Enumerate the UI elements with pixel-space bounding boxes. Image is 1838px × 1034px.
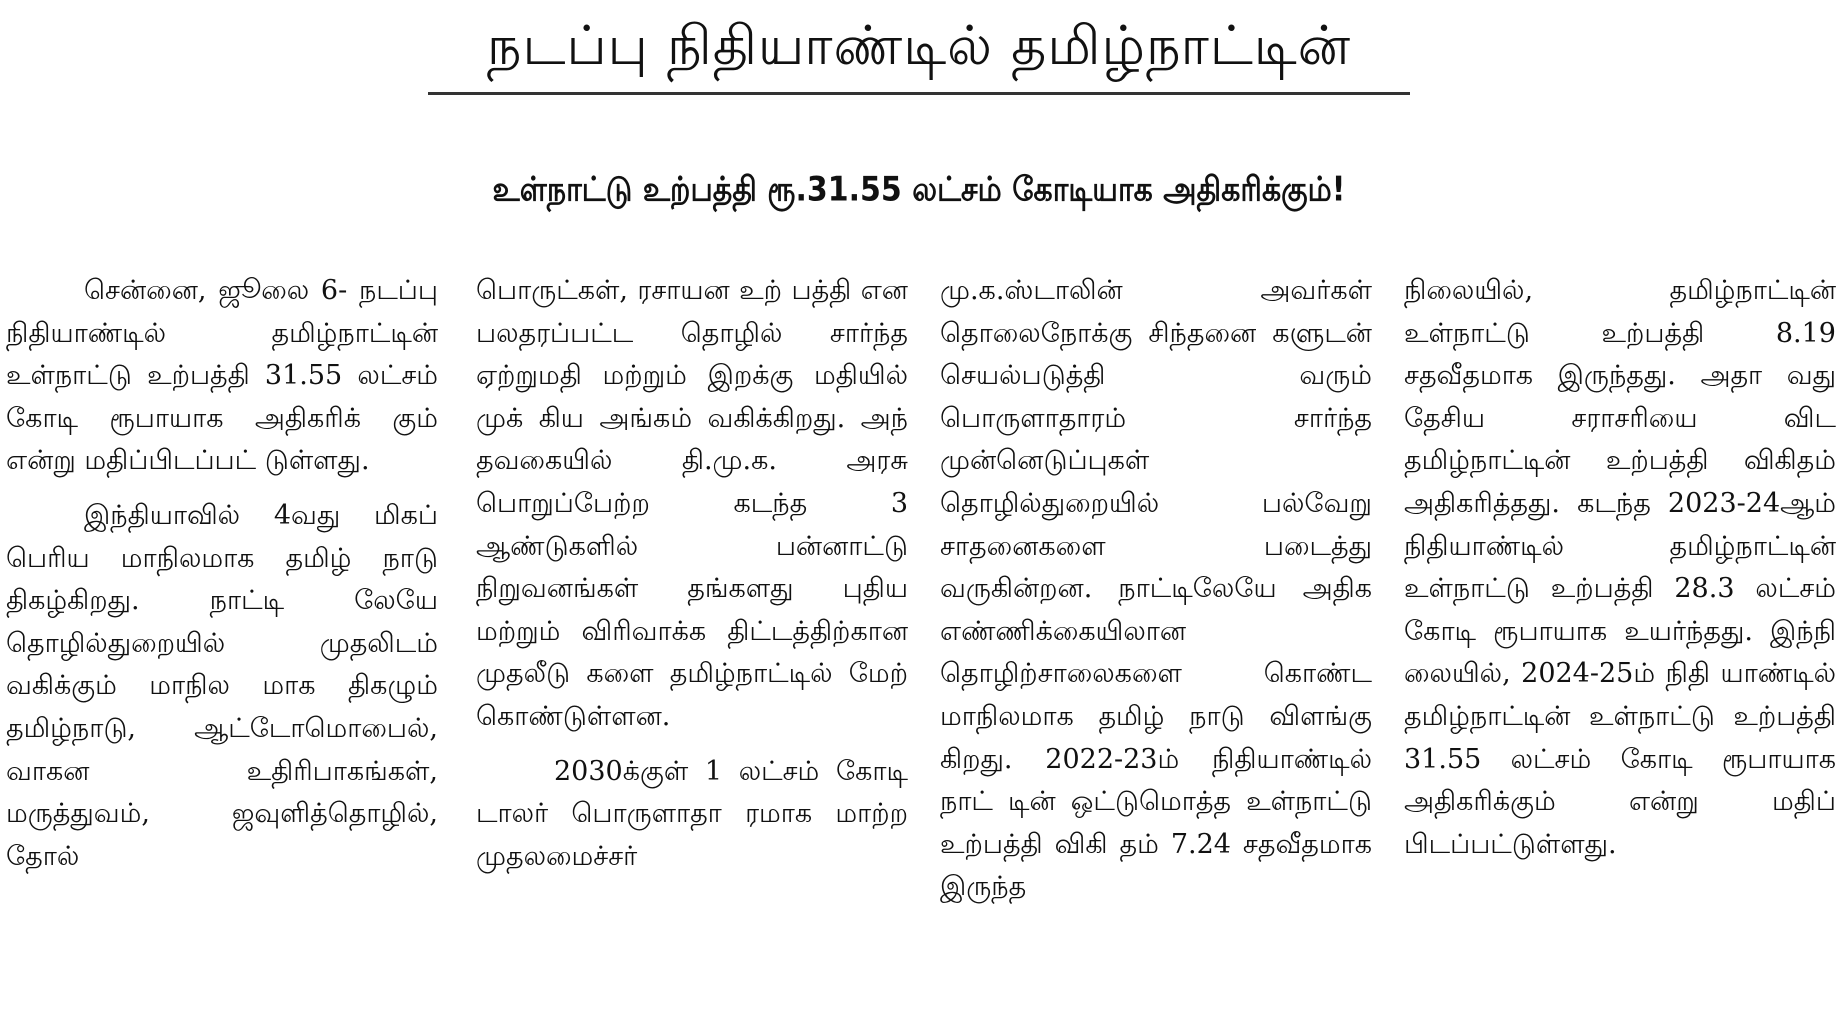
paragraph-2030-goal: 2030க்குள் 1 லட்சம் கோடி டாலர் பொருளாதா ரமாக மாற்ற முதலமைச்சர் bbox=[476, 755, 908, 872]
article-column-3 bbox=[940, 270, 1372, 1030]
article-column-1 bbox=[6, 270, 438, 1030]
paragraph-gdp-growth: நிலையில், தமிழ்நாட்டின் உள்நாட்டு உற்பத்தி 8.19 சதவீதமாக இருந்தது. அதா வது தேசிய சராசரியை விட தமிழ்நாட்டின் உற்பத்தி விகிதம் அதிகரித்தது. கடந்த 2023-24ஆம் நிதியாண்டில் தமிழ்நாட்டின் உள்நாட்டு உற்பத்தி 28.3 லட்சம் கோடி ரூபாயாக உயர்ந்தது. இந்நி லையில், 2024-25ம் நிதி யாண்டில் தமிழ்நாட்டின் உள்நாட்டு உற்பத்தி 31.55 லட்சம் கோடி ரூபாயாக அதிகரிக்கும் என்று மதிப் பிடப்பட்டுள்ளது. bbox=[1404, 275, 1836, 860]
paragraph-tamilnadu-industry: இந்தியாவில் 4வது மிகப் பெரிய மாநிலமாக தமிழ் நாடு திகழ்கிறது. நாட்டி லேயே தொழில்துறையில் முதலிடம் வகிக்கும் மாநில மாக திகழும் தமிழ்நாடு, ஆட்டோமொபைல், வாகன உதிரிபாகங்கள், மருத்துவம், ஜவுளித்தொழில், தோல் bbox=[6, 499, 438, 872]
paragraph-exports-investment: பொருட்கள், ரசாயன உற் பத்தி என பலதரப்பட்ட தொழில் சார்ந்த ஏற்றுமதி மற்றும் இறக்கு மதியில் முக் கிய அங்கம் வகிக்கிறது. அந் தவகையில் தி.மு.க. அரசு பொறுப்பேற்ற கடந்த 3 ஆண்டுகளில் பன்னாட்டு நிறுவனங்கள் தங்களது புதிய மற்றும் விரிவாக்க திட்டத்திற்கான முதலீடு களை தமிழ்நாட்டில் மேற் கொண்டுள்ளன. bbox=[476, 275, 908, 732]
article-body bbox=[6, 270, 1836, 1030]
article-column-4 bbox=[1404, 270, 1836, 1030]
article-column-2 bbox=[476, 270, 908, 1030]
kicker-underline bbox=[428, 92, 1410, 95]
headline: உள்நாட்டு உற்பத்தி ரூ.31.55 லட்சம் கோடியாக அதிகரிக்கும்! bbox=[492, 170, 1346, 210]
paragraph-economic-initiatives: மு.க.ஸ்டாலின் அவர்கள் தொலைநோக்கு சிந்தனை களுடன் செயல்படுத்தி வரும் பொருளாதாரம் சார்ந்த முன்னெடுப்புகள் தொழில்துறையில் பல்வேறு சாதனைகளை படைத்து வருகின்றன. நாட்டிலேயே அதிக எண்ணிக்கையிலான தொழிற்சாலைகளை கொண்ட மாநிலமாக தமிழ் நாடு விளங்கு கிறது. 2022-23ம் நிதியாண்டில் நாட் டின் ஒட்டுமொத்த உள்நாட்டு உற்பத்தி விகி தம் 7.24 சதவீதமாக இருந்த bbox=[940, 275, 1372, 903]
paragraph-dateline: சென்னை, ஜூலை 6- நடப்பு நிதியாண்டில் தமிழ்நாட்டின் உள்நாட்டு உற்பத்தி 31.55 லட்சம் கோடி ரூபாயாக அதிகரிக் கும் என்று மதிப்பிடப்பட் டுள்ளது. bbox=[6, 275, 438, 477]
kicker-heading: நடப்பு நிதியாண்டில் தமிழ்நாட்டின் bbox=[486, 14, 1352, 77]
